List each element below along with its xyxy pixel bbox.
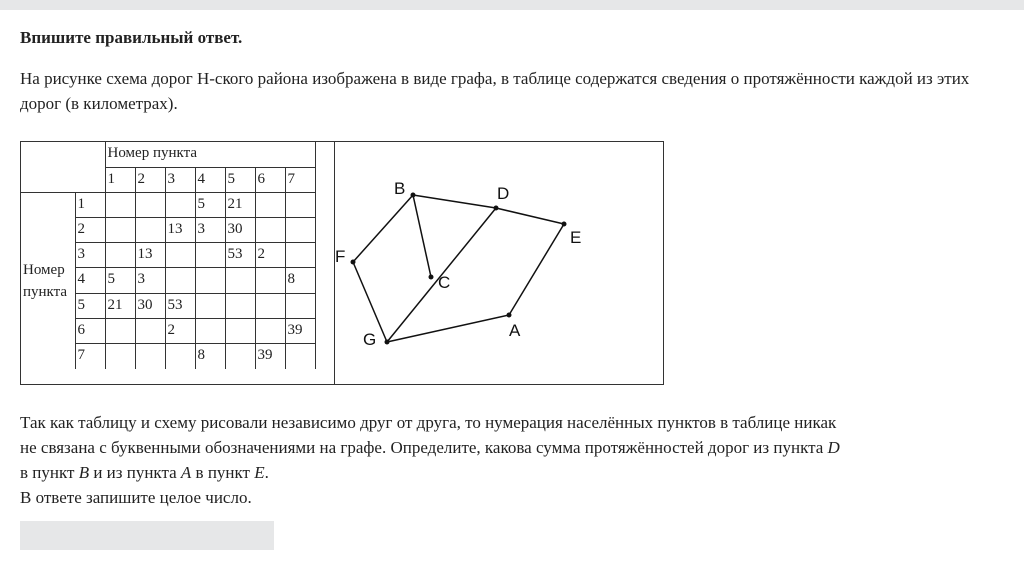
vertex-d [494,206,499,211]
table-cell: 5 [195,192,225,217]
table-cell [165,243,195,268]
table-cell: 13 [135,243,165,268]
question-text-a: в пункт [20,463,75,482]
table-cell: 21 [225,192,255,217]
table-cell [165,192,195,217]
edge-b-f [353,195,413,262]
table-cell: 8 [285,268,315,293]
table-corner [21,142,105,192]
vertex-e [562,222,567,227]
table-cell [225,293,255,318]
table-cell: 13 [165,218,195,243]
point-b: B [78,463,90,482]
table-cell [285,243,315,268]
table-cell [135,192,165,217]
table-cell [225,318,255,343]
vertex-label-a: A [509,321,521,340]
column-number: 2 [135,167,165,192]
row-number: 1 [75,192,105,217]
point-a: A [180,463,192,482]
table-cell: 3 [195,218,225,243]
table-cell [285,192,315,217]
table-cell [285,293,315,318]
table-cell [105,192,135,217]
row-number: 4 [75,268,105,293]
table-cell: 39 [285,318,315,343]
table-cell [105,243,135,268]
table-cell [195,243,225,268]
task-figure [20,141,664,385]
question-paragraph [20,410,1010,510]
edge-b-c [413,195,431,277]
question-line-1: Так как таблицу и схему рисовали независимо друг от друга, то нумерация населённых пунктов в таблице никак [20,413,837,432]
vertex-b [411,193,416,198]
table-cell [195,318,225,343]
question-line-2-text: не связана с буквенными обозначениями на графе. Определите, какова сумма протяжённостей дорог из пункта [20,438,824,457]
table-cell: 30 [135,293,165,318]
row-number: 5 [75,293,105,318]
table-cell [225,344,255,369]
vertex-label-f: F [335,247,346,266]
vertex-a [507,313,512,318]
vertex-label-e: E [570,228,582,247]
road-graph-svg [335,142,664,384]
question-text-b: и из пункта [93,463,177,482]
column-number: 7 [285,167,315,192]
table-cell: 39 [255,344,285,369]
vertex-label-g: G [363,330,377,349]
table-cell [105,344,135,369]
table-cell: 3 [135,268,165,293]
question-line-2 [20,435,1010,460]
vertex-label-d: D [497,184,510,203]
top-bar [0,0,1024,10]
question-line-4: В ответе запишите целое число. [20,488,252,507]
row-number: 3 [75,243,105,268]
table-cell [255,192,285,217]
column-number: 5 [225,167,255,192]
table-cell [105,218,135,243]
edge-e-a [509,224,564,315]
table-cell [255,268,285,293]
edge-d-e [496,208,564,224]
column-number: 6 [255,167,285,192]
table-cell [255,293,285,318]
question-text-c: в пункт [195,463,250,482]
distance-table [21,142,316,369]
table-cell [165,344,195,369]
column-number: 4 [195,167,225,192]
table-cell: 53 [165,293,195,318]
table-cell: 2 [165,318,195,343]
edge-b-d [413,195,496,208]
road-graph [334,142,664,384]
table-row [21,192,315,217]
intro-paragraph: На рисунке схема дорог Н-ского района изображена в виде графа, в таблице содержатся сведения о протяжённости каждой из этих дорог (в километрах). [20,69,970,113]
table-cell [135,218,165,243]
table-cell: 2 [255,243,285,268]
vertex-g [385,340,390,345]
vertex-c [429,275,434,280]
row-number: 7 [75,344,105,369]
table-cell [105,318,135,343]
answer-input[interactable] [20,521,274,550]
vertex-f [351,260,356,265]
table-cell [135,344,165,369]
table-cell: 53 [225,243,255,268]
column-header: Номер пункта [105,142,315,167]
question-line-3 [20,460,1010,485]
table-cell: 30 [225,218,255,243]
question-period: . [264,463,269,482]
point-d: D [827,438,840,457]
row-header: Номер пункта [21,192,75,368]
point-e: E [254,463,265,482]
row-number: 2 [75,218,105,243]
row-number: 6 [75,318,105,343]
instruction-heading: Впишите правильный ответ. [20,28,243,47]
table-cell [255,318,285,343]
vertex-label-c: C [438,273,451,292]
table-cell [285,344,315,369]
table-cell [255,218,285,243]
column-number: 3 [165,167,195,192]
table-cell [165,268,195,293]
column-number: 1 [105,167,135,192]
table-cell: 5 [105,268,135,293]
table-cell [285,218,315,243]
table-cell [195,268,225,293]
table-cell [195,293,225,318]
table-cell: 21 [105,293,135,318]
table-cell: 8 [195,344,225,369]
vertex-label-b: B [394,179,406,198]
table-cell [135,318,165,343]
table-cell [225,268,255,293]
